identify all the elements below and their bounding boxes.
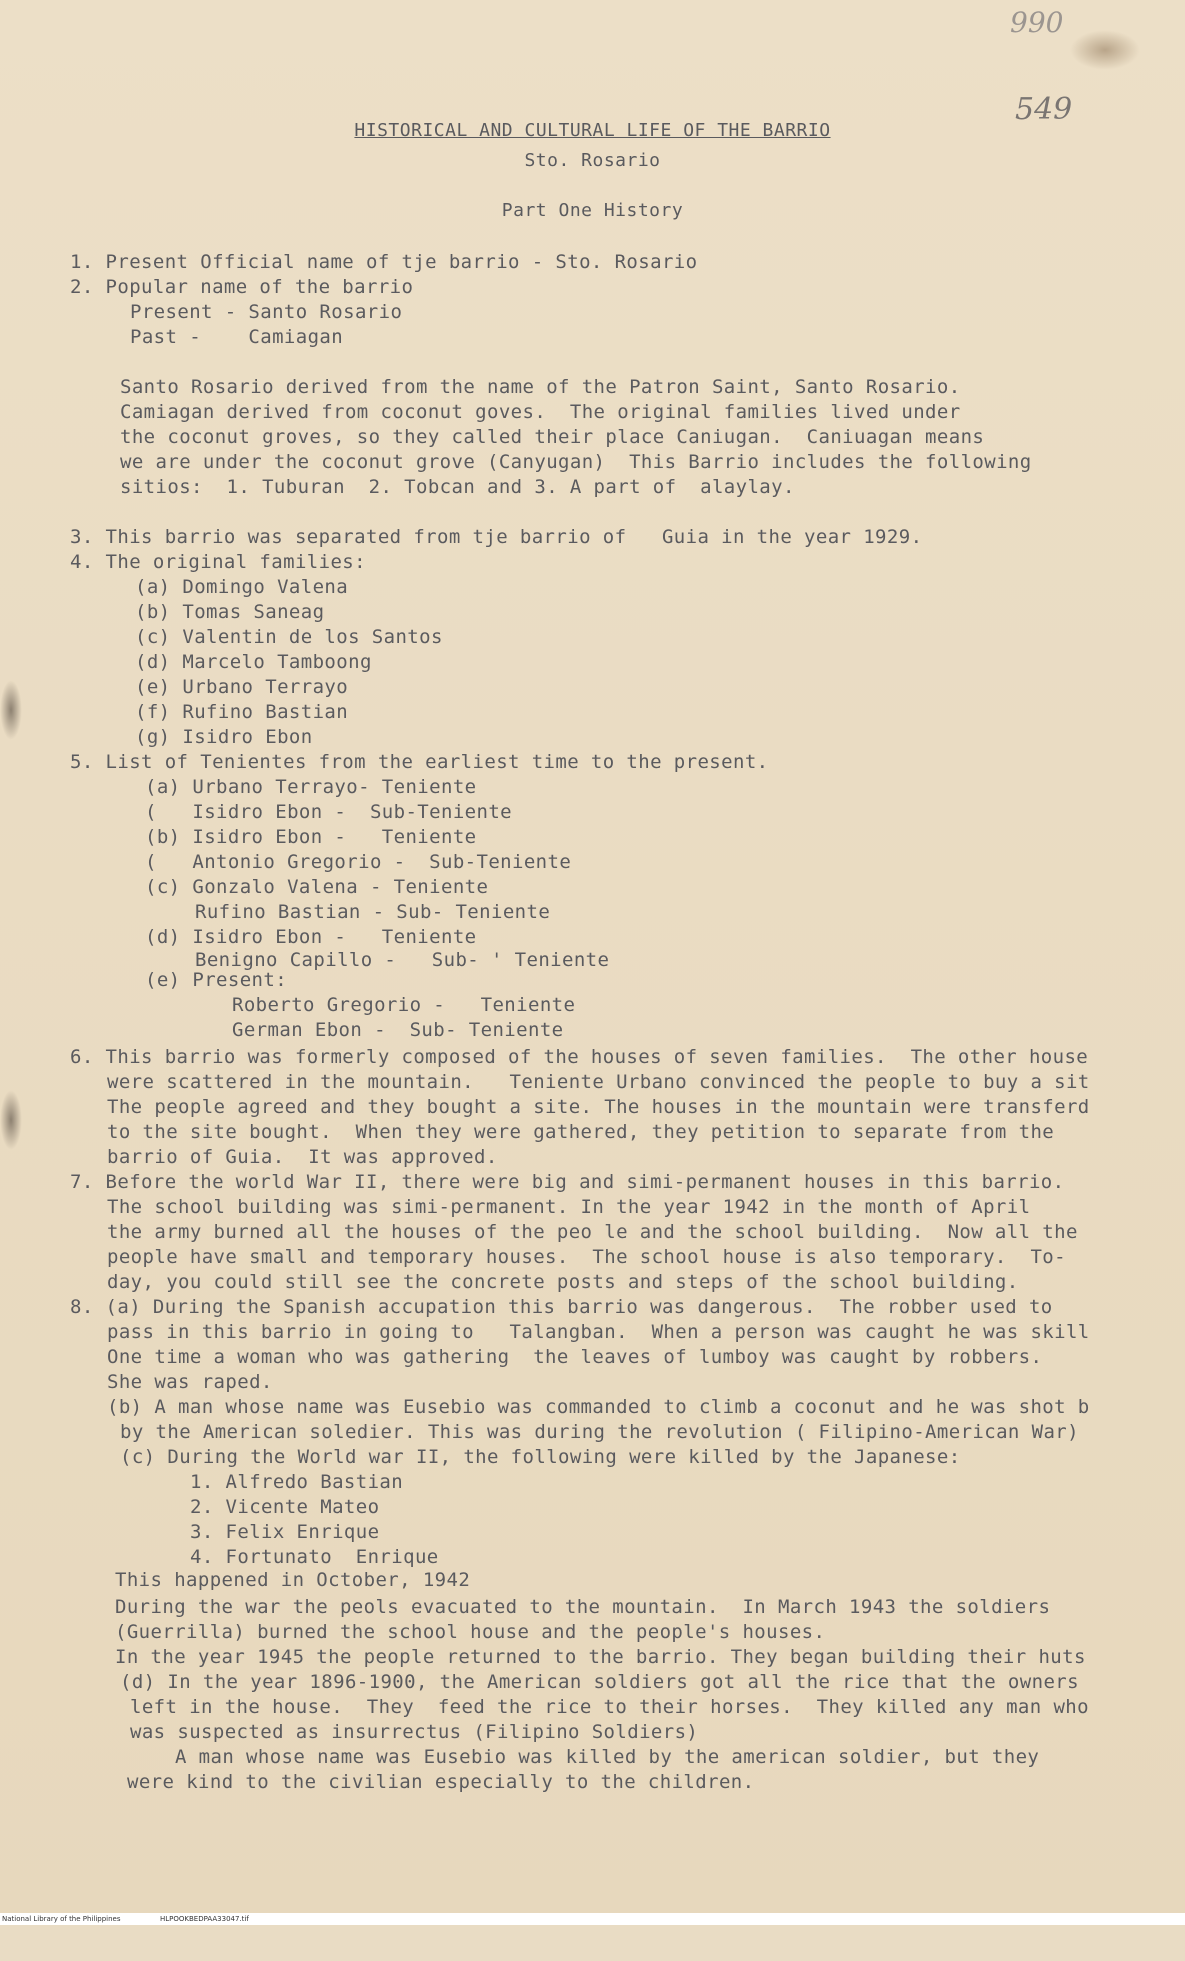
- text-line: Present - Santo Rosario: [130, 301, 403, 323]
- list-item: Rufino Bastian - Sub- Teniente: [195, 901, 551, 923]
- list-item: (e) Present:: [145, 969, 288, 991]
- text-line: This happened in October, 1942: [115, 1569, 471, 1591]
- handwritten-page-number-top: 990: [1010, 6, 1064, 39]
- list-item: (d) Marcelo Tamboong: [135, 651, 372, 673]
- document-title: HISTORICAL AND CULTURAL LIFE OF THE BARRIO: [354, 120, 831, 141]
- list-item: 3. Felix Enrique: [190, 1521, 380, 1543]
- list-item: (e) Urbano Terrayo: [135, 676, 349, 698]
- text-line: left in the house. They feed the rice to their horses. They killed any man who: [130, 1696, 1089, 1718]
- document-subtitle: Sto. Rosario: [524, 150, 661, 171]
- list-item: (g) Isidro Ebon: [135, 726, 313, 748]
- list-item: (a) Urbano Terrayo- Teniente: [145, 776, 477, 798]
- text-line: was suspected as insurrectus (Filipino Soldiers): [130, 1721, 699, 1743]
- part-heading: Part One History: [501, 200, 684, 221]
- text-line: In the year 1945 the people returned to the barrio. They began building their huts: [115, 1646, 1086, 1668]
- list-item: (b) Tomas Saneag: [135, 601, 325, 623]
- list-item: 2. Vicente Mateo: [190, 1496, 380, 1518]
- text-line: Camiagan derived from coconut goves. The original families lived under: [120, 401, 961, 423]
- text-line: The people agreed and they bought a site. The houses in the mountain were transferd: [107, 1096, 1090, 1118]
- text-line: were kind to the civilian especially to the children.: [127, 1771, 755, 1793]
- text-line: During the war the peols evacuated to the mountain. In March 1943 the soldiers: [115, 1596, 1051, 1618]
- footer-filename: HLPOOKBEDPAA33047.tif: [160, 1915, 249, 1923]
- list-item: (a) Domingo Valena: [135, 576, 349, 598]
- punch-hole-mark: [0, 1090, 22, 1150]
- text-line: Past - Camiagan: [130, 326, 344, 348]
- text-line: by the American soledier. This was during the revolution ( Filipino-American War): [120, 1421, 1079, 1443]
- list-item: ( Isidro Ebon - Sub-Teniente: [145, 801, 513, 823]
- footer-bar: [0, 1913, 1185, 1925]
- list-item: (d) Isidro Ebon - Teniente: [145, 926, 477, 948]
- list-item: Roberto Gregorio - Teniente: [232, 994, 576, 1016]
- text-line: Santo Rosario derived from the name of the Patron Saint, Santo Rosario.: [120, 376, 961, 398]
- list-item: (c) Valentin de los Santos: [135, 626, 443, 648]
- text-line: 8. (a) During the Spanish accupation this barrio was dangerous. The robber used to: [70, 1296, 1053, 1318]
- text-line: The school building was simi-permanent. In the year 1942 in the month of April: [107, 1196, 1031, 1218]
- text-line: day, you could still see the concrete posts and steps of the school building.: [107, 1271, 1019, 1293]
- text-line: were scattered in the mountain. Teniente Urbano convinced the people to buy a sit: [107, 1071, 1090, 1093]
- text-line: 2. Popular name of the barrio: [70, 276, 414, 298]
- text-line: sitios: 1. Tuburan 2. Tobcan and 3. A part of alaylay.: [120, 476, 795, 498]
- punch-hole-mark: [0, 680, 22, 740]
- text-line: the army burned all the houses of the peo le and the school building. Now all the: [107, 1221, 1078, 1243]
- text-line: One time a woman who was gathering the leaves of lumboy was caught by robbers.: [107, 1346, 1043, 1368]
- text-line: 5. List of Tenientes from the earliest time to the present.: [70, 751, 769, 773]
- list-item: (b) Isidro Ebon - Teniente: [145, 826, 477, 848]
- text-line: 6. This barrio was formerly composed of the houses of seven families. The other house: [70, 1046, 1089, 1068]
- handwritten-page-number: 549: [1015, 92, 1073, 127]
- list-item: (c) Gonzalo Valena - Teniente: [145, 876, 489, 898]
- list-item: 4. Fortunato Enrique: [190, 1546, 439, 1568]
- text-line: (d) In the year 1896-1900, the American soldiers got all the rice that the owners: [120, 1671, 1079, 1693]
- text-line: barrio of Guia. It was approved.: [107, 1146, 498, 1168]
- text-line: (c) During the World war II, the following were killed by the Japanese:: [120, 1446, 961, 1468]
- text-line: 7. Before the world War II, there were big and simi-permanent houses in this barrio.: [70, 1171, 1065, 1193]
- text-line: (b) A man whose name was Eusebio was commanded to climb a coconut and he was shot b: [107, 1396, 1090, 1418]
- text-line: 4. The original families:: [70, 551, 366, 573]
- text-line: (Guerrilla) burned the school house and the people's houses.: [115, 1621, 826, 1643]
- ink-stain: [1070, 30, 1140, 70]
- text-line: the coconut groves, so they called their place Caniugan. Caniuagan means: [120, 426, 985, 448]
- list-item: Benigno Capillo - Sub- ' Teniente: [195, 949, 610, 971]
- text-line: She was raped.: [107, 1371, 273, 1393]
- list-item: ( Antonio Gregorio - Sub-Teniente: [145, 851, 572, 873]
- text-line: A man whose name was Eusebio was killed by the american soldier, but they: [175, 1746, 1040, 1768]
- list-item: German Ebon - Sub- Teniente: [232, 1019, 564, 1041]
- text-line: 3. This barrio was separated from tje barrio of Guia in the year 1929.: [70, 526, 923, 548]
- list-item: 1. Alfredo Bastian: [190, 1471, 404, 1493]
- text-line: to the site bought. When they were gathered, they petition to separate from the: [107, 1121, 1055, 1143]
- list-item: (f) Rufino Bastian: [135, 701, 349, 723]
- footer-library-name: National Library of the Philippines: [2, 1915, 121, 1923]
- text-line: we are under the coconut grove (Canyugan) This Barrio includes the following: [120, 451, 1032, 473]
- text-line: people have small and temporary houses. The school house is also temporary. To-: [107, 1246, 1066, 1268]
- text-line: 1. Present Official name of tje barrio - Sto. Rosario: [70, 251, 698, 273]
- text-line: pass in this barrio in going to Talangban. When a person was caught he was skill: [107, 1321, 1090, 1343]
